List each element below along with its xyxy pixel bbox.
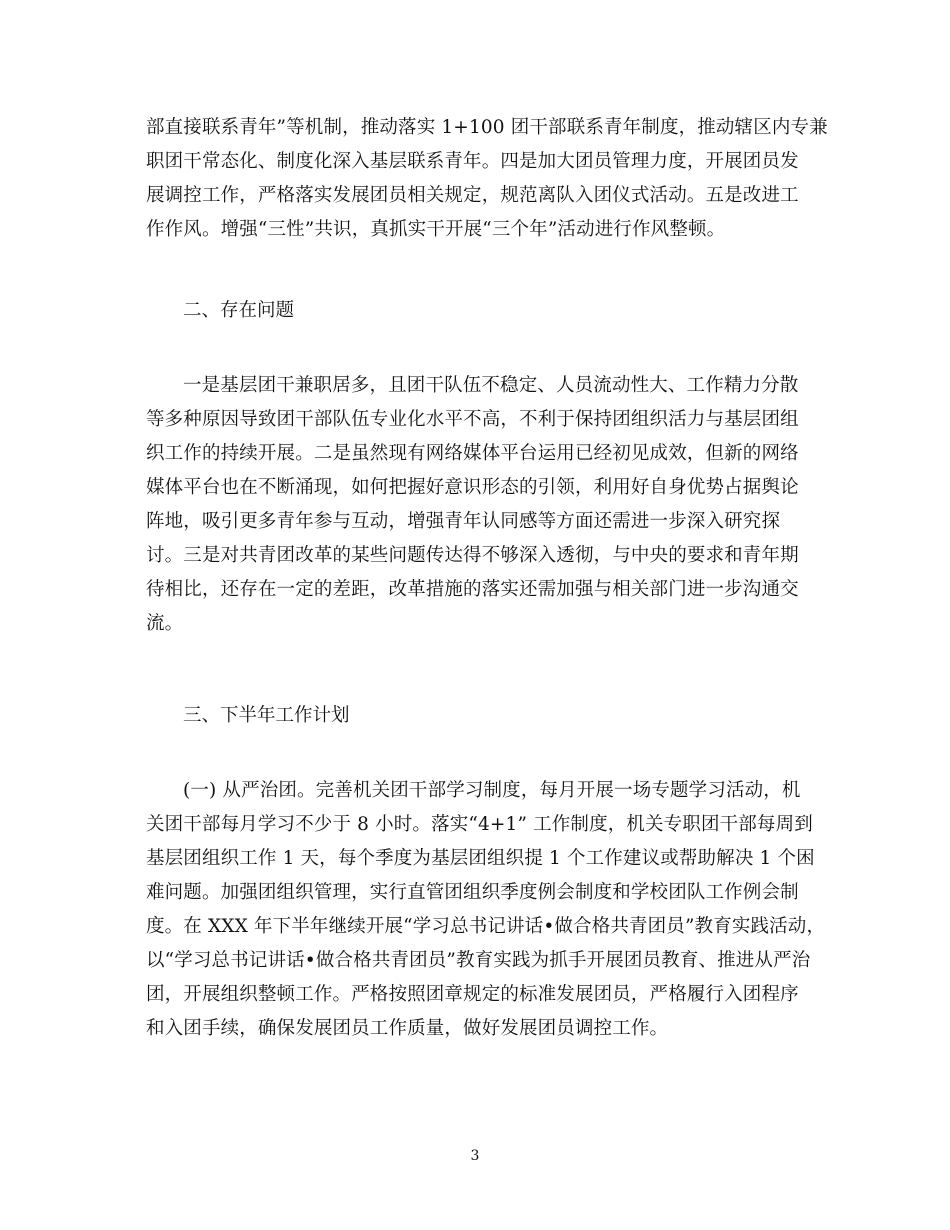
- paragraph-line: 以“学习总书记讲话•做合格共青团员”教育实践为抓手开展团员教育、推进从严治: [146, 950, 811, 971]
- paragraph-line: 流。: [146, 613, 184, 634]
- paragraph-line: 难问题。加强团组织管理，实行直管团组织季度例会制度和学校团队工作例会制: [146, 882, 799, 903]
- paragraph-line: 部直接联系青年”等机制，推动落实 1+100 团干部联系青年制度，推动辖区内专兼: [146, 117, 828, 138]
- section-heading-problems: 二、存在问题: [183, 300, 295, 321]
- paragraph-line: 阵地，吸引更多青年参与互动，增强青年认同感等方面还需进一步深入研究探: [146, 511, 781, 532]
- paragraph-line: 待相比，还存在一定的差距，改革措施的落实还需加强与相关部门进一步沟通交: [146, 579, 799, 600]
- section-heading-plan: 三、下半年工作计划: [183, 705, 350, 726]
- intro-paragraph: [146, 111, 828, 247]
- problems-paragraph: [146, 369, 806, 641]
- page-number: 3: [470, 1148, 480, 1164]
- plan-paragraph: [146, 774, 826, 1046]
- paragraph-line: 媒体平台也在不断涌现，如何把握好意识形态的引领，利用好自身优势占据舆论: [146, 477, 799, 498]
- paragraph-line: 讨。三是对共青团改革的某些问题传达得不够深入透彻，与中央的要求和青年期: [146, 545, 799, 566]
- paragraph-line: 和入团手续，确保发展团员工作质量，做好发展团员调控工作。: [146, 1018, 669, 1039]
- paragraph-line: 团，开展组织整顿工作。严格按照团章规定的标准发展团员，严格履行入团程序: [146, 984, 799, 1005]
- paragraph-line: (一) 从严治团。完善机关团干部学习制度，每月开展一场专题学习活动，机: [183, 780, 801, 801]
- paragraph-line: 展调控工作，严格落实发展团员相关规定，规范离队入团仪式活动。五是改进工: [146, 185, 799, 206]
- paragraph-line: 等多种原因导致团干部队伍专业化水平不高，不利于保持团组织活力与基层团组: [146, 409, 799, 430]
- paragraph-line: 织工作的持续开展。二是虽然现有网络媒体平台运用已经初见成效，但新的网络: [146, 443, 799, 464]
- paragraph-line: 作作风。增强“三性”共识，真抓实干开展“三个年”活动进行作风整顿。: [146, 219, 726, 240]
- paragraph-line: 关团干部每月学习不少于 8 小时。落实“4+1” 工作制度，机关专职团干部每周到: [146, 814, 813, 835]
- paragraph-line: 一是基层团干兼职居多，且团干队伍不稳定、人员流动性大、工作精力分散: [183, 375, 799, 396]
- paragraph-line: 职团干常态化、制度化深入基层联系青年。四是加大团员管理力度，开展团员发: [146, 151, 799, 172]
- paragraph-line: 基层团组织工作 1 天，每个季度为基层团组织提 1 个工作建议或帮助解决 1 个困: [146, 848, 815, 869]
- paragraph-line: 度。在 XXX 年下半年继续开展“学习总书记讲话•做合格共青团员”教育实践活动，: [146, 916, 826, 937]
